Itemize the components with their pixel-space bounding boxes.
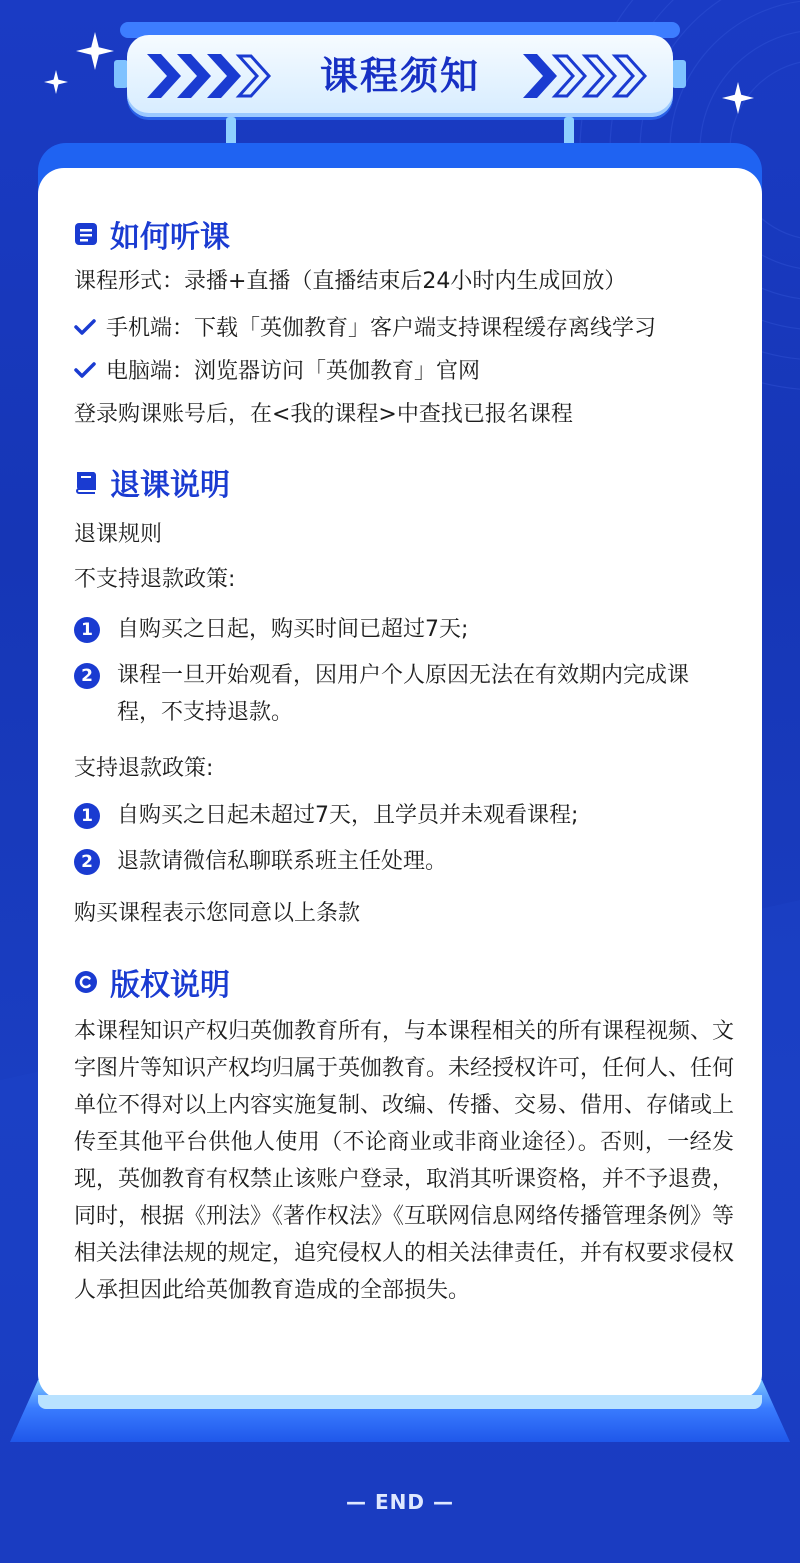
check-icon xyxy=(74,361,96,379)
mobile-line xyxy=(74,314,656,344)
page-title: 课程须知 xyxy=(319,54,480,98)
banner-cap-right xyxy=(672,60,686,88)
section-title-text: 版权说明 xyxy=(110,968,230,1003)
no-refund-label: 不支持退款政策: xyxy=(74,567,236,592)
card-base-ledge xyxy=(38,1395,762,1409)
number-badge: 1 xyxy=(74,617,100,643)
title-banner xyxy=(127,35,673,117)
pc-line-text: 电脑端：浏览器访问「英伽教育」官网 xyxy=(106,359,481,384)
section-title-text: 退课说明 xyxy=(110,468,230,503)
rules-label: 退课规则 xyxy=(74,522,163,547)
format-line: 课程形式：录播+直播（直播结束后24小时内生成回放） xyxy=(74,269,627,294)
list-item xyxy=(74,614,734,648)
list-item xyxy=(74,800,734,834)
list-item-text: 自购买之日起未超过7天，且学员并未观看课程; xyxy=(117,803,579,828)
chevrons-right-icon xyxy=(523,52,653,100)
section-title-text: 如何听课 xyxy=(110,220,230,255)
end-label: — END — xyxy=(346,1490,454,1514)
login-line: 登录购课账号后，在<我的课程>中查找已报名课程 xyxy=(74,402,573,427)
pc-line xyxy=(74,357,480,387)
copyright-body: 本课程知识产权归英伽教育所有，与本课程相关的所有课程视频、文字图片等知识产权均归属于英伽教育。未经授权许可，任何人、任何单位不得对以上内容实施复制、改编、传播、交易、借用、存储或上传至其他平台供他人使用（不论商业或非商业途径）。否则，一经发现，英伽教育有权禁止该账户登录，取消其听课资格，并不予退费，同时，根据《刑法》《著作权法》《互联网信息网络传播管理条例》等相关法律法规的规定，追究侵权人的相关法律责任，并有权要求侵权人承担因此给英伽教育造成的全部损失。 xyxy=(74,1019,735,1303)
refund-label: 支持退款政策: xyxy=(74,756,214,781)
section-title-refund xyxy=(74,460,230,504)
banner-cap-left xyxy=(114,60,128,88)
mobile-line-text: 手机端：下载「英伽教育」客户端支持课程缓存离线学习 xyxy=(106,316,657,341)
section-title-copyright xyxy=(74,960,230,1004)
section-title-listen xyxy=(74,212,230,256)
sparkle-icon xyxy=(76,32,114,70)
list-icon xyxy=(74,222,98,246)
list-item-text: 自购买之日起，购买时间已超过7天; xyxy=(117,617,469,642)
copyright-icon xyxy=(74,970,98,994)
agree-line: 购买课程表示您同意以上条款 xyxy=(74,901,361,926)
list-item xyxy=(74,846,734,880)
number-badge: 2 xyxy=(74,849,100,875)
check-icon xyxy=(74,318,96,336)
book-icon xyxy=(74,470,98,494)
list-item-text: 课程一旦开始观看，因用户个人原因无法在有效期内完成课程，不支持退款。 xyxy=(117,663,690,725)
sparkle-icon xyxy=(722,82,754,114)
list-item xyxy=(74,660,734,731)
number-badge: 2 xyxy=(74,663,100,689)
number-badge: 1 xyxy=(74,803,100,829)
list-item-text: 退款请微信私聊联系班主任处理。 xyxy=(117,849,448,874)
sparkle-icon xyxy=(44,70,68,94)
